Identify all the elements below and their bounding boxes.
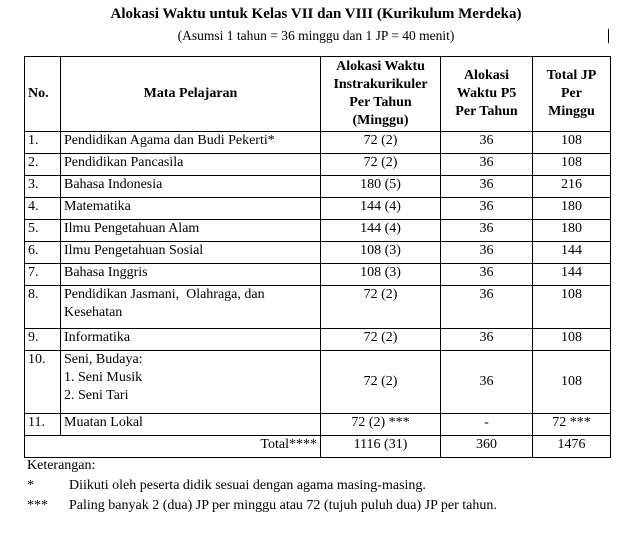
note-mark: ***: [27, 498, 48, 513]
cell-total: 72 ***: [533, 414, 611, 436]
table-row: [25, 351, 611, 414]
cell-total: 108: [533, 329, 611, 351]
cell-no: 6.: [25, 242, 61, 264]
table-row: [25, 154, 611, 176]
header-intra-line: Alokasi Waktu: [336, 59, 425, 74]
cell-p5: 36: [441, 220, 533, 242]
cell-subject: [61, 198, 321, 220]
cell-intra: 72 (2): [321, 351, 441, 414]
table-row: [25, 286, 611, 329]
cell-p5: 36: [441, 329, 533, 351]
cell-subject: [61, 329, 321, 351]
note-mark: *: [27, 478, 34, 493]
table-row: [25, 198, 611, 220]
cell-intra: 108 (3): [321, 242, 441, 264]
table-row: [25, 264, 611, 286]
subject-line: Bahasa Indonesia: [64, 177, 163, 192]
cell-no: 9.: [25, 329, 61, 351]
subject-line: Pendidikan Pancasila: [64, 155, 184, 170]
allocation-table: [24, 56, 611, 458]
cell-intra: 72 (2): [321, 154, 441, 176]
header-p5: [441, 57, 533, 132]
cell-intra: 72 (2): [321, 329, 441, 351]
subject-line: Muatan Lokal: [64, 415, 143, 430]
cell-p5: 36: [441, 198, 533, 220]
subject-line: Pendidikan Agama dan Budi Pekerti*: [64, 133, 275, 148]
cell-subject: [61, 351, 321, 414]
header-intra-line: Instrakurikuler: [333, 77, 428, 92]
cell-subject: [61, 220, 321, 242]
subject-line: Seni, Budaya:: [64, 352, 143, 367]
cell-no: 5.: [25, 220, 61, 242]
cell-intra: 180 (5): [321, 176, 441, 198]
total-p5: 360: [441, 436, 533, 458]
table-row: [25, 220, 611, 242]
header-total-line: Per: [561, 86, 582, 101]
header-intra-line: Per Tahun: [349, 95, 412, 110]
header-intra: [321, 57, 441, 132]
page-subtitle: (Asumsi 1 tahun = 36 minggu dan 1 JP = 40 menit): [177, 28, 455, 43]
table-row: [25, 132, 611, 154]
subject-line: Ilmu Pengetahuan Sosial: [64, 243, 204, 258]
cell-intra: 72 (2): [321, 286, 441, 329]
cell-p5: 36: [441, 286, 533, 329]
header-p5-line: Alokasi: [463, 68, 510, 83]
cell-p5: 36: [441, 351, 533, 414]
note-text: Diikuti oleh peserta didik sesuai dengan agama masing-masing.: [69, 478, 426, 493]
table-row: [25, 329, 611, 351]
notes-heading: Keterangan:: [27, 458, 96, 473]
cell-p5: 36: [441, 176, 533, 198]
cell-subject: [61, 414, 321, 436]
total-jp: 1476: [533, 436, 611, 458]
cell-no: 11.: [25, 414, 61, 436]
cell-total: 216: [533, 176, 611, 198]
cell-total: 108: [533, 154, 611, 176]
cell-subject: [61, 264, 321, 286]
cell-subject: [61, 154, 321, 176]
note-text: Paling banyak 2 (dua) JP per minggu atau 72 (tujuh puluh dua) JP per tahun.: [69, 498, 497, 513]
header-total-line: Minggu: [548, 104, 595, 119]
header-intra-line: (Minggu): [352, 113, 409, 128]
cell-intra: 144 (4): [321, 198, 441, 220]
cell-no: 1.: [25, 132, 61, 154]
cell-no: 10.: [25, 351, 61, 414]
cell-p5: -: [441, 414, 533, 436]
subject-line: Pendidikan Jasmani, Olahraga, dan: [64, 287, 265, 302]
note-item: [27, 476, 426, 496]
subject-line: Kesehatan: [64, 305, 123, 320]
subject-line: 2. Seni Tari: [64, 388, 129, 403]
cell-no: 7.: [25, 264, 61, 286]
header-p5-line: Per Tahun: [455, 104, 518, 119]
subject-line: Informatika: [64, 330, 131, 345]
cell-subject: [61, 176, 321, 198]
total-label: Total****: [25, 436, 321, 458]
cell-intra: 72 (2) ***: [321, 414, 441, 436]
cell-intra: 144 (4): [321, 220, 441, 242]
subject-line: 1. Seni Musik: [64, 370, 143, 385]
cell-total: 144: [533, 264, 611, 286]
cell-total: 144: [533, 242, 611, 264]
cell-p5: 36: [441, 242, 533, 264]
subject-line: Ilmu Pengetahuan Alam: [64, 221, 200, 236]
cell-subject: [61, 242, 321, 264]
note-item: [27, 496, 497, 516]
header-subject: Mata Pelajaran: [61, 57, 321, 132]
cell-no: 3.: [25, 176, 61, 198]
notes-section: [27, 456, 497, 516]
page-title: Alokasi Waktu untuk Kelas VII dan VIII (Kurikulum Merdeka): [110, 6, 522, 22]
table-row: [25, 414, 611, 436]
cell-no: 4.: [25, 198, 61, 220]
text-cursor: [608, 29, 609, 43]
subject-line: Matematika: [64, 199, 131, 214]
cell-subject: [61, 286, 321, 329]
subject-line: Bahasa Inggris: [64, 265, 148, 280]
header-p5-line: Waktu P5: [456, 86, 517, 101]
header-total-line: Total JP: [546, 68, 597, 83]
cell-intra: 72 (2): [321, 132, 441, 154]
header-total: [533, 57, 611, 132]
table-row: [25, 176, 611, 198]
cell-intra: 108 (3): [321, 264, 441, 286]
cell-subject: [61, 132, 321, 154]
cell-p5: 36: [441, 264, 533, 286]
cell-total: 108: [533, 351, 611, 414]
cell-total: 108: [533, 286, 611, 329]
cell-total: 108: [533, 132, 611, 154]
cell-total: 180: [533, 220, 611, 242]
table-row: [25, 242, 611, 264]
header-no: No.: [25, 57, 61, 132]
cell-total: 180: [533, 198, 611, 220]
cell-no: 8.: [25, 286, 61, 329]
cell-p5: 36: [441, 154, 533, 176]
total-intra: 1116 (31): [321, 436, 441, 458]
table-header-row: [25, 57, 611, 132]
cell-p5: 36: [441, 132, 533, 154]
total-row: [25, 436, 611, 458]
cell-no: 2.: [25, 154, 61, 176]
